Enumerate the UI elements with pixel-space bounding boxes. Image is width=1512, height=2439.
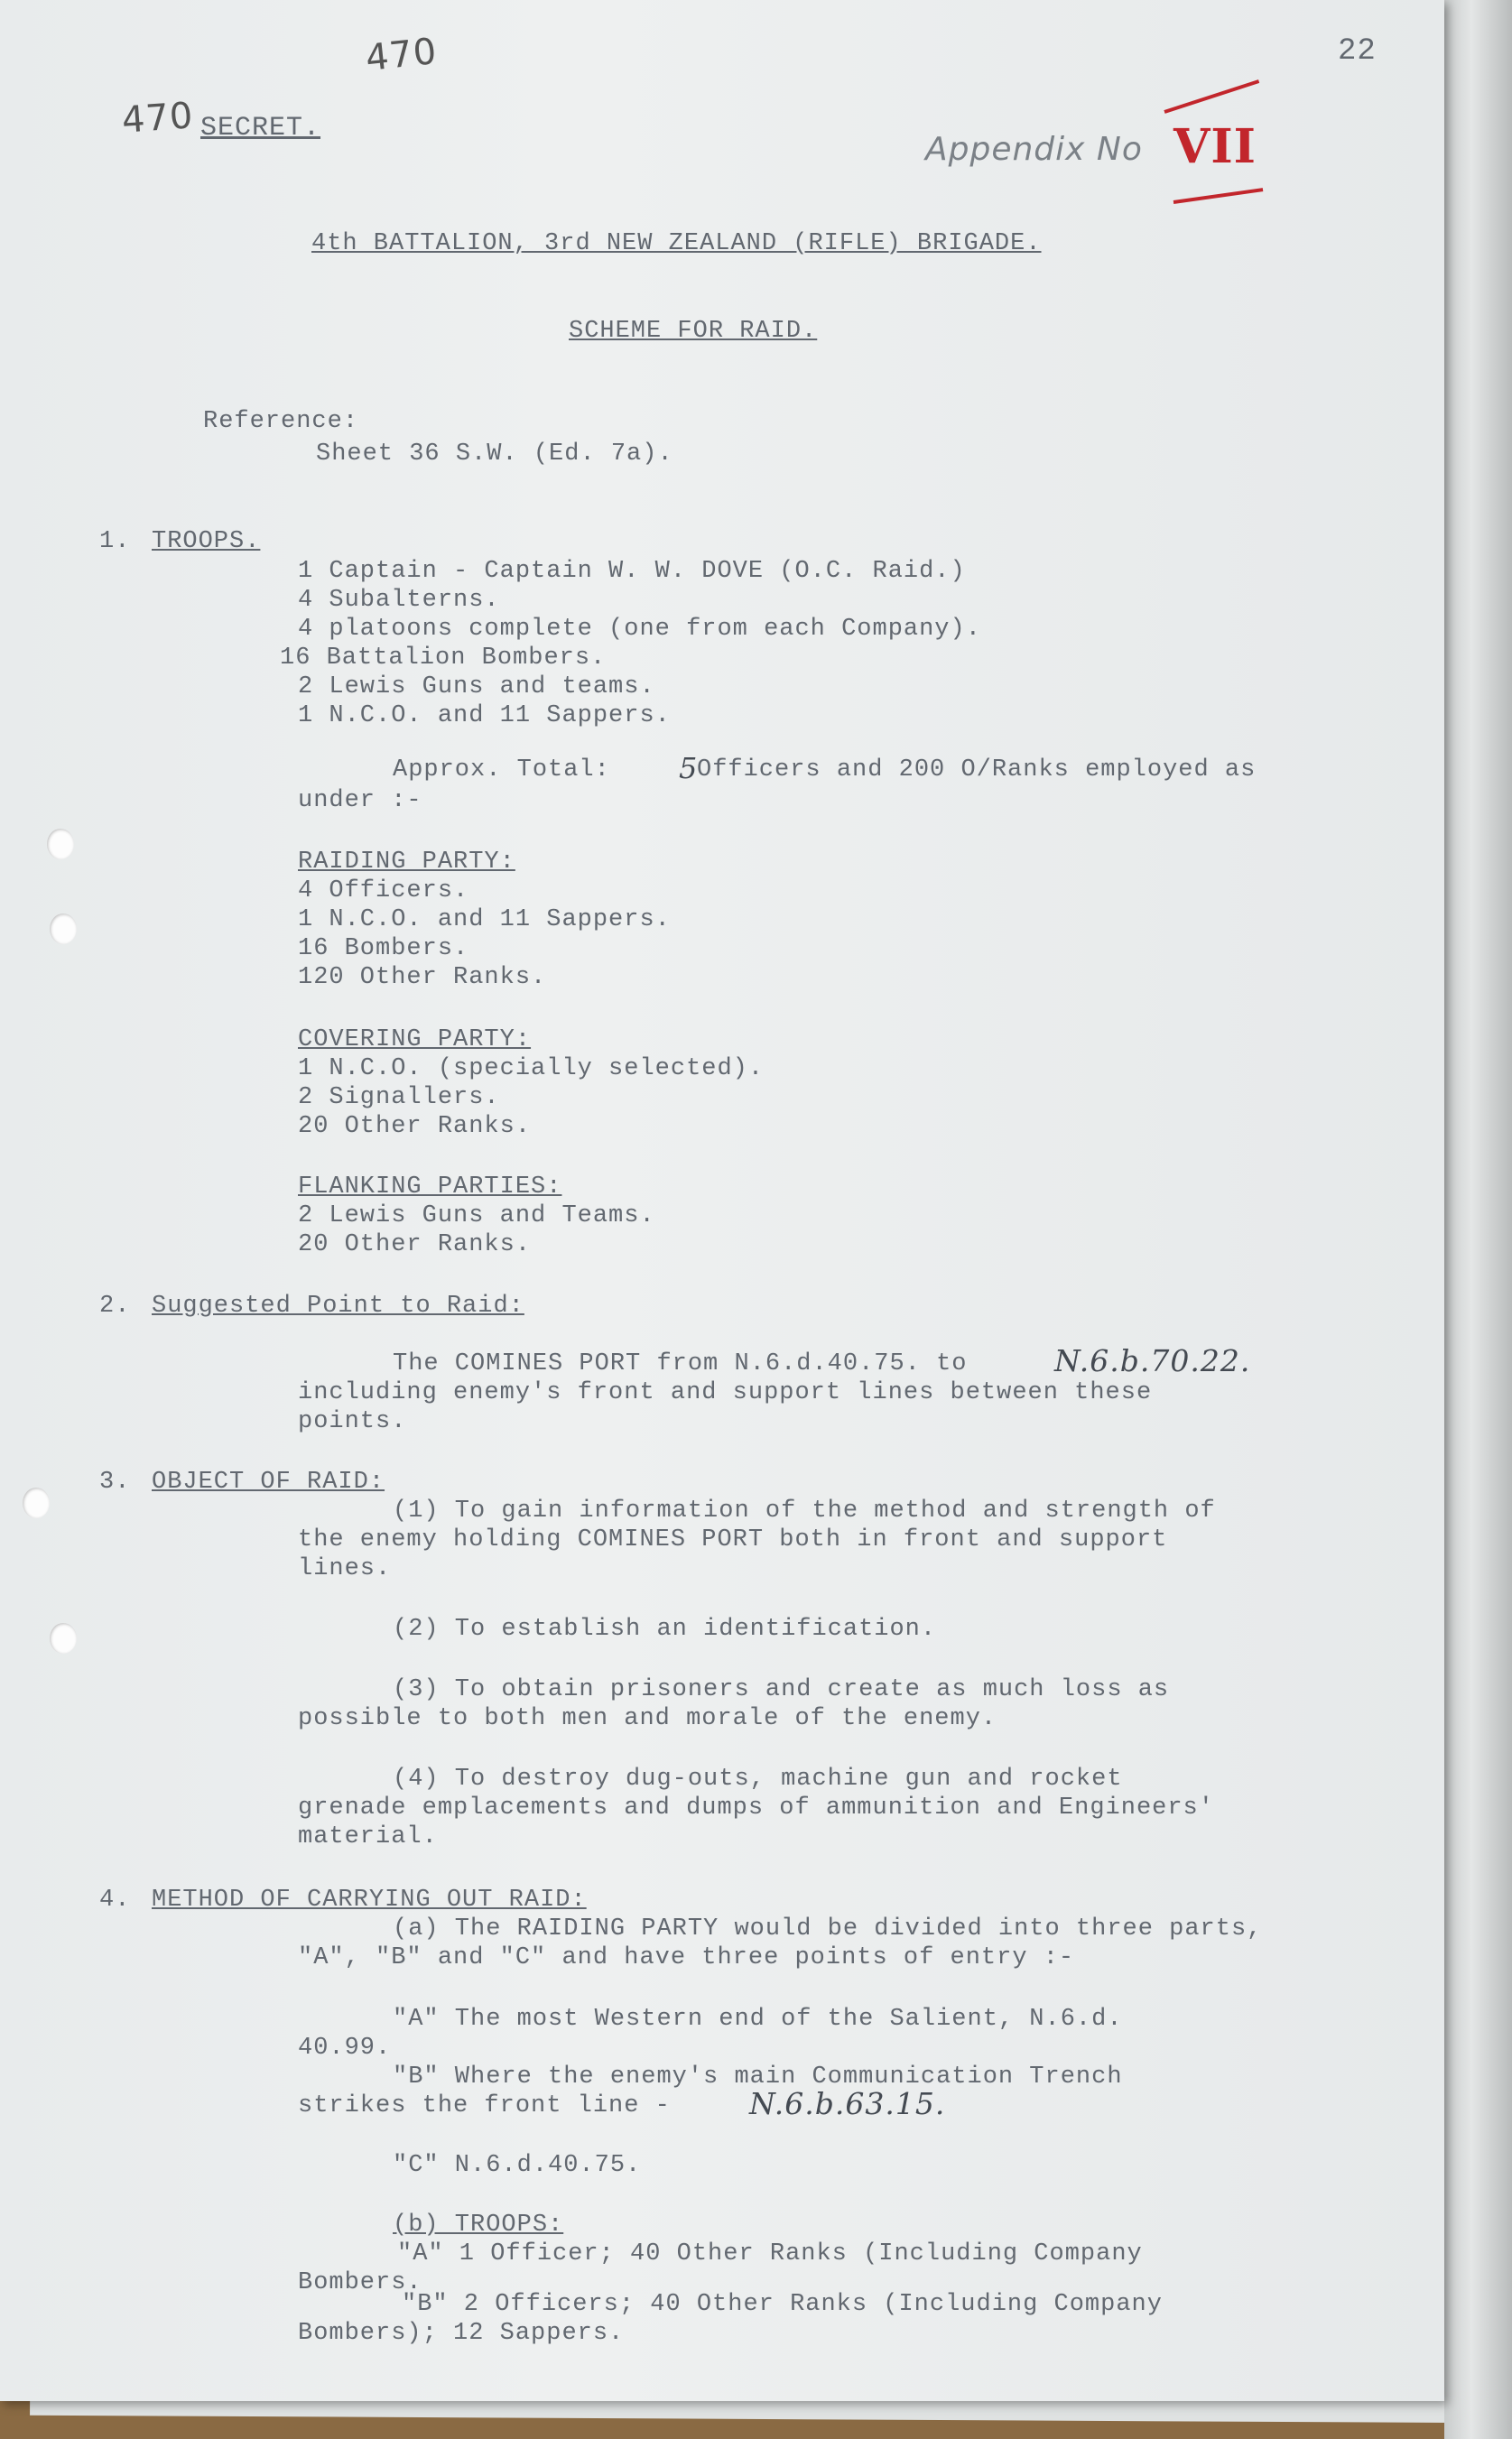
section-2-number: 2. bbox=[99, 1293, 131, 1320]
section-4-heading: METHOD OF CARRYING OUT RAID: bbox=[152, 1887, 587, 1914]
approx-total-text: Officers and 200 O/Ranks employed as bbox=[697, 756, 1257, 784]
punch-hole bbox=[50, 1623, 77, 1654]
scheme-title: SCHEME FOR RAID. bbox=[569, 318, 818, 345]
stacked-pages-edge bbox=[1444, 0, 1512, 2439]
punch-hole bbox=[50, 913, 77, 944]
section-3-number: 3. bbox=[99, 1469, 131, 1496]
section-3-heading: OBJECT OF RAID: bbox=[152, 1469, 385, 1496]
punch-hole bbox=[23, 1488, 50, 1518]
unit-title: 4th BATTALION, 3rd NEW ZEALAND (RIFLE) BRIGADE. bbox=[311, 230, 1042, 257]
red-underline bbox=[1173, 188, 1264, 204]
object-line: the enemy holding COMINES PORT both in front and support bbox=[298, 1526, 1168, 1553]
handwritten-grid-reference: N.6.b.70.22. bbox=[1054, 1343, 1251, 1378]
reference-sheet: Sheet 36 S.W. (Ed. 7a). bbox=[316, 441, 673, 468]
pencil-number-top: 470 bbox=[363, 30, 440, 80]
section-2-line: including enemy's front and support lines between these bbox=[298, 1379, 1153, 1406]
troops-line: 1 Captain - Captain W. W. DOVE (O.C. Raid.) bbox=[298, 558, 966, 585]
object-line: grenade emplacements and dumps of ammunition and Engineers' bbox=[298, 1794, 1214, 1822]
method-line: "B" Where the enemy's main Communication Trench bbox=[393, 2063, 1123, 2091]
appendix-label: Appendix No bbox=[925, 131, 1143, 168]
raiding-party-line: 16 Bombers. bbox=[298, 935, 469, 962]
covering-party-heading: COVERING PARTY: bbox=[298, 1026, 532, 1053]
object-line: (4) To destroy dug-outs, machine gun and rocket bbox=[393, 1766, 1123, 1793]
troops-line: 16 Battalion Bombers. bbox=[280, 645, 607, 672]
object-line: (1) To gain information of the method and strength of bbox=[393, 1498, 1216, 1525]
pencil-number-left: 470 bbox=[120, 95, 195, 142]
approx-total-label: Approx. Total: bbox=[393, 756, 610, 784]
approx-officers-handwritten: 5 bbox=[679, 751, 699, 785]
covering-party-line: 2 Signallers. bbox=[298, 1084, 500, 1111]
red-underline bbox=[1164, 79, 1259, 114]
troops-line: 4 Subalterns. bbox=[298, 587, 500, 614]
page-number: 22 bbox=[1338, 34, 1377, 69]
raiding-party-heading: RAIDING PARTY: bbox=[298, 849, 515, 876]
raiding-party-line: 1 N.C.O. and 11 Sappers. bbox=[298, 906, 671, 933]
flanking-parties-line: 2 Lewis Guns and Teams. bbox=[298, 1202, 655, 1229]
method-line: (a) The RAIDING PARTY would be divided into three parts, bbox=[393, 1915, 1263, 1943]
punch-hole bbox=[47, 829, 74, 859]
raiding-party-line: 4 Officers. bbox=[298, 877, 469, 904]
method-line: "A", "B" and "C" and have three points of entry :- bbox=[298, 1944, 1075, 1971]
troops-allocation: "A" 1 Officer; 40 Other Ranks (Including Company bbox=[397, 2240, 1143, 2267]
classification: SECRET. bbox=[200, 113, 321, 144]
troops-line: 4 platoons complete (one from each Company). bbox=[298, 616, 981, 643]
handwritten-grid-reference: N.6.b.63.15. bbox=[749, 2086, 946, 2121]
troops-subheading: (b) TROOPS: bbox=[393, 2212, 564, 2239]
method-line: 40.99. bbox=[298, 2035, 392, 2062]
appendix-number: VII bbox=[1173, 119, 1257, 174]
object-line: (3) To obtain prisoners and create as much loss as bbox=[393, 1676, 1170, 1703]
object-line: lines. bbox=[298, 1555, 392, 1582]
flanking-parties-line: 20 Other Ranks. bbox=[298, 1231, 532, 1258]
troops-allocation: "B" 2 Officers; 40 Other Ranks (Including Company bbox=[402, 2291, 1163, 2318]
troops-line: 1 N.C.O. and 11 Sappers. bbox=[298, 702, 671, 729]
approx-total-cont: under :- bbox=[298, 787, 422, 814]
covering-party-line: 1 N.C.O. (specially selected). bbox=[298, 1055, 765, 1082]
raiding-party-line: 120 Other Ranks. bbox=[298, 964, 547, 991]
troops-allocation: Bombers. bbox=[298, 2269, 422, 2296]
troops-line: 2 Lewis Guns and teams. bbox=[298, 673, 655, 700]
section-2-line: points. bbox=[298, 1408, 407, 1435]
covering-party-line: 20 Other Ranks. bbox=[298, 1113, 532, 1140]
section-1-heading: TROOPS. bbox=[152, 528, 261, 555]
flanking-parties-heading: FLANKING PARTIES: bbox=[298, 1173, 562, 1201]
reference-label: Reference: bbox=[203, 408, 359, 435]
object-line: (2) To establish an identification. bbox=[393, 1616, 937, 1643]
method-line: "A" The most Western end of the Salient, N.6.d. bbox=[393, 2006, 1123, 2033]
object-line: material. bbox=[298, 1823, 438, 1850]
section-4-number: 4. bbox=[99, 1887, 131, 1914]
troops-allocation: Bombers); 12 Sappers. bbox=[298, 2320, 625, 2347]
object-line: possible to both men and morale of the enemy. bbox=[298, 1705, 997, 1732]
section-2-heading: Suggested Point to Raid: bbox=[152, 1293, 524, 1320]
method-line: strikes the front line - bbox=[298, 2092, 671, 2119]
method-line: "C" N.6.d.40.75. bbox=[393, 2152, 642, 2179]
section-2-line: The COMINES PORT from N.6.d.40.75. to bbox=[393, 1350, 968, 1377]
section-1-number: 1. bbox=[99, 528, 131, 555]
